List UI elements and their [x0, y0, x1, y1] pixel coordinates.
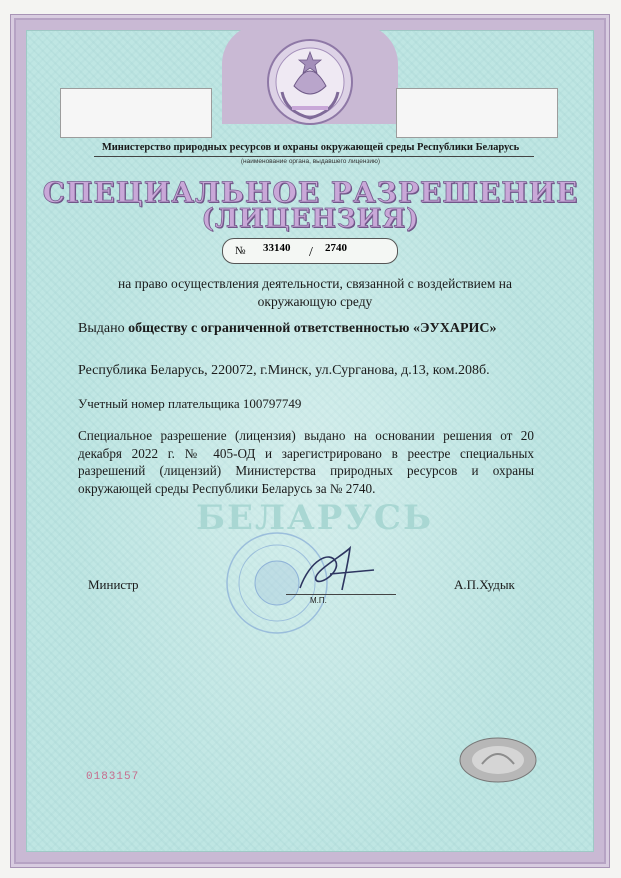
- license-subject: на право осуществления деятельности, связанной с воздействием на окружающую среду: [118, 276, 512, 309]
- blank-field-right: [396, 88, 558, 138]
- license-number-box: [222, 238, 398, 264]
- issued-to-line: [78, 320, 497, 338]
- authority-underline: [94, 156, 534, 157]
- serial-number: 0183157: [86, 771, 140, 783]
- taxpayer-id-line: [78, 395, 301, 413]
- state-emblem-icon: [264, 36, 356, 128]
- taxpayer-id-value: 100797749: [242, 396, 302, 411]
- signature-mark: [290, 540, 380, 600]
- seal-label: М.П.: [310, 596, 327, 605]
- number-sign: №: [235, 245, 246, 257]
- issuing-authority: Министерство природных ресурсов и охраны окружающей среды Республики Беларусь: [101, 142, 520, 153]
- number-separator: /: [309, 245, 313, 260]
- taxpayer-id-label: Учетный номер плательщика: [78, 396, 240, 411]
- document-subtitle: (ЛИЦЕНЗИЯ): [201, 204, 420, 234]
- license-number-part2: 2740: [325, 242, 347, 254]
- blank-field-left: [60, 88, 212, 138]
- hologram-icon: [458, 736, 538, 784]
- minister-label: Министр: [88, 577, 139, 592]
- authority-note: (наименование органа, выдавшего лицензию): [240, 158, 381, 165]
- document-title: СПЕЦИАЛЬНОЕ РАЗРЕШЕНИЕ: [42, 176, 579, 209]
- license-number-part1: 33140: [263, 242, 291, 254]
- license-basis: Специальное разрешение (лицензия) выдано на основании решения от 20 декабря 2022 г. № 405-ОД и зарегистрировано в реестре специальных разрешений (лицензий) Министерства природных ресурсов и охраны окружающей среды Республики Беларусь за № 2740.: [78, 428, 534, 496]
- licensee-address: Республика Беларусь, 220072, г.Минск, ул.Сурганова, д.13, ком.208б.: [78, 363, 490, 378]
- licensee-name: обществу с ограниченной ответственностью «ЭУХАРИС»: [128, 321, 497, 336]
- issued-prefix: Выдано: [78, 321, 125, 336]
- watermark: БЕЛАРУСЬ: [196, 498, 433, 538]
- minister-name: А.П.Худык: [454, 577, 515, 592]
